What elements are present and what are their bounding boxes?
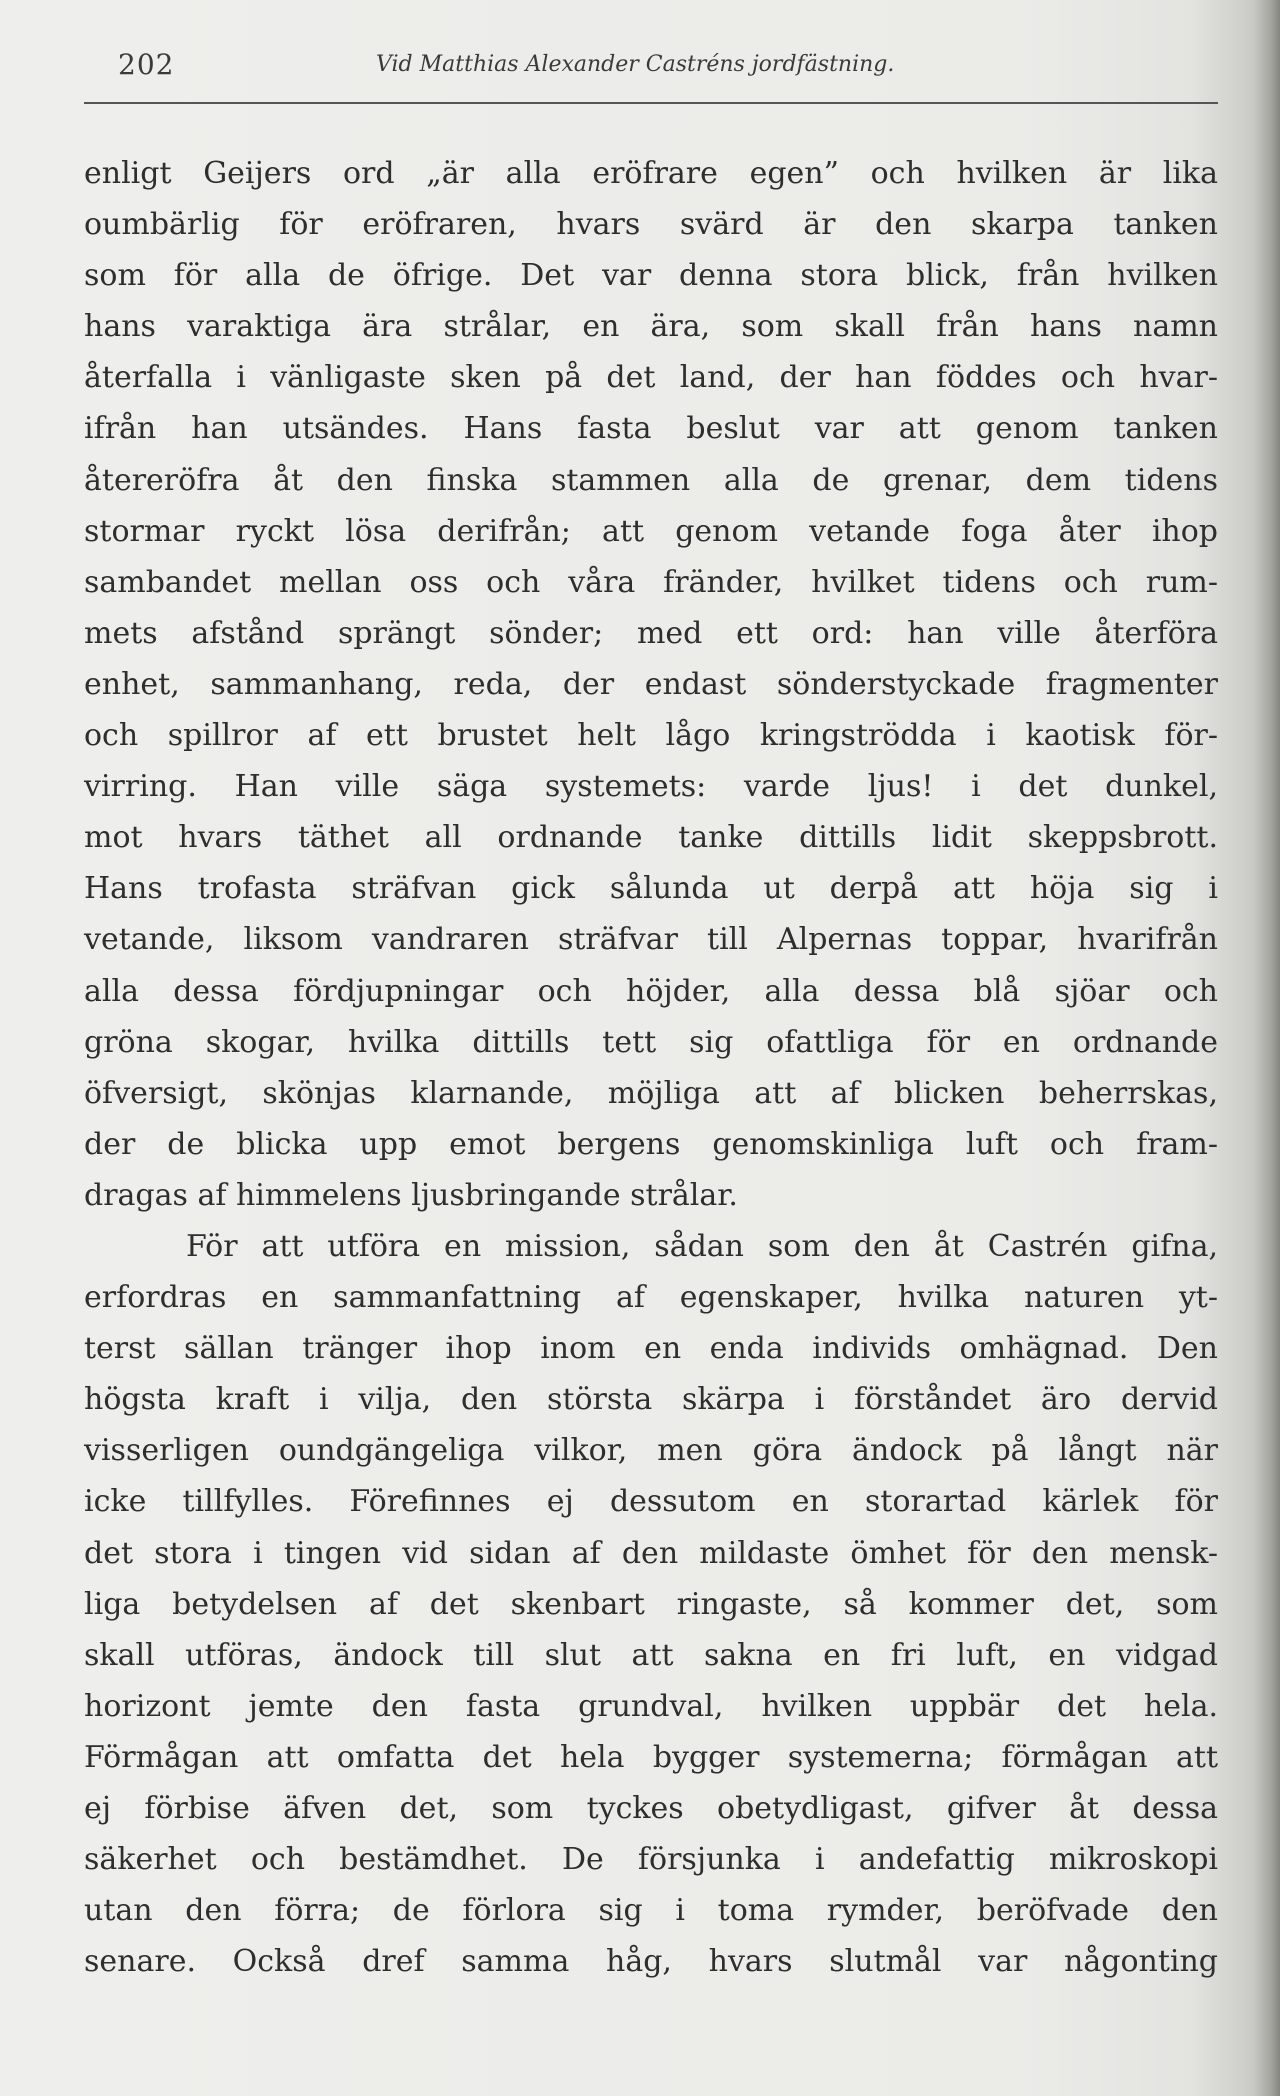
text-line: högsta kraft i vilja, den största skärpa i förståndet äro dervid bbox=[84, 1382, 1218, 1418]
text-line: terst sällan tränger ihop inom en enda individs omhägnad. Den bbox=[84, 1331, 1218, 1367]
text-line: erfordras en sammanfattning af egenskaper, hvilka naturen yt- bbox=[84, 1280, 1218, 1316]
text-line: vetande, liksom vandraren sträfvar till Alpernas toppar, hvarifrån bbox=[84, 922, 1218, 958]
page-number: 202 bbox=[118, 48, 175, 81]
text-line: enhet, sammanhang, reda, der endast sönderstyckade fragmenter bbox=[84, 666, 1218, 702]
text-line: visserligen oundgängeliga vilkor, men göra ändock på långt när bbox=[84, 1433, 1218, 1469]
text-line: Förmågan att omfatta det hela bygger systemerna; förmågan att bbox=[84, 1739, 1218, 1775]
header-rule bbox=[84, 102, 1218, 104]
text-line: alla dessa fördjupningar och höjder, alla dessa blå sjöar och bbox=[84, 973, 1218, 1009]
body-text bbox=[84, 148, 1218, 1987]
text-line: gröna skogar, hvilka dittills tett sig ofattliga för en ordnande bbox=[84, 1024, 1218, 1060]
paragraph-start-line: För att utföra en mission, sådan som den åt Castrén gifna, bbox=[186, 1228, 1218, 1264]
text-line: Hans trofasta sträfvan gick sålunda ut derpå att höja sig i bbox=[84, 871, 1218, 907]
text-line: sambandet mellan oss och våra fränder, hvilket tidens och rum- bbox=[84, 564, 1218, 600]
text-line: och spillror af ett brustet helt lågo kringströdda i kaotisk för- bbox=[84, 718, 1218, 754]
text-line: ej förbise äfven det, som tyckes obetydligast, gifver åt dessa bbox=[84, 1791, 1218, 1826]
text-line: oumbärlig för eröfraren, hvars svärd är den skarpa tanken bbox=[84, 207, 1218, 243]
text-line: hans varaktiga ära strålar, en ära, som skall från hans namn bbox=[84, 309, 1218, 345]
running-head: Vid Matthias Alexander Castréns jordfästning. bbox=[376, 52, 895, 77]
paragraph-end-line: dragas af himmelens ljusbringande strålar. bbox=[84, 1177, 738, 1213]
text-line: öfversigt, skönjas klarnande, möjliga att af blicken beherrskas, bbox=[84, 1075, 1218, 1111]
text-line: senare. Också dref samma håg, hvars slutmål var någonting bbox=[84, 1944, 1218, 1980]
text-line: virring. Han ville säga systemets: varde ljus! i det dunkel, bbox=[84, 769, 1218, 805]
text-line: det stora i tingen vid sidan af den mildaste ömhet för den mensk- bbox=[84, 1535, 1218, 1571]
text-line: liga betydelsen af det skenbart ringaste, så kommer det, som bbox=[84, 1586, 1218, 1622]
text-line: återfalla i vänligaste sken på det land, der han föddes och hvar- bbox=[84, 360, 1218, 396]
text-line: säkerhet och bestämdhet. De försjunka i andefattig mikroskopi bbox=[84, 1842, 1218, 1878]
text-line: ifrån han utsändes. Hans fasta beslut var att genom tanken bbox=[84, 411, 1218, 447]
text-line: återeröfra åt den finska stammen alla de grenar, dem tidens bbox=[84, 462, 1218, 498]
text-line: skall utföras, ändock till slut att sakna en fri luft, en vidgad bbox=[84, 1637, 1218, 1673]
text-line: som för alla de öfrige. Det var denna stora blick, från hvilken bbox=[84, 258, 1218, 294]
page-header bbox=[84, 36, 1218, 96]
text-line: stormar ryckt lösa derifrån; att genom vetande foga åter ihop bbox=[84, 513, 1218, 549]
text-line: mets afstånd sprängt sönder; med ett ord: han ville återföra bbox=[84, 615, 1218, 651]
text-line: mot hvars täthet all ordnande tanke dittills lidit skeppsbrott. bbox=[84, 820, 1218, 856]
text-line: der de blicka upp emot bergens genomskinliga luft och fram- bbox=[84, 1126, 1218, 1162]
page-edge-shadow bbox=[1254, 0, 1280, 2096]
text-line: utan den förra; de förlora sig i toma rymder, beröfvade den bbox=[84, 1893, 1218, 1929]
text-line: horizont jemte den fasta grundval, hvilken uppbär det hela. bbox=[84, 1688, 1218, 1724]
text-line: enligt Geijers ord „är alla eröfrare egen” och hvilken är lika bbox=[84, 156, 1218, 191]
text-line: icke tillfylles. Förefinnes ej dessutom en storartad kärlek för bbox=[84, 1484, 1218, 1520]
